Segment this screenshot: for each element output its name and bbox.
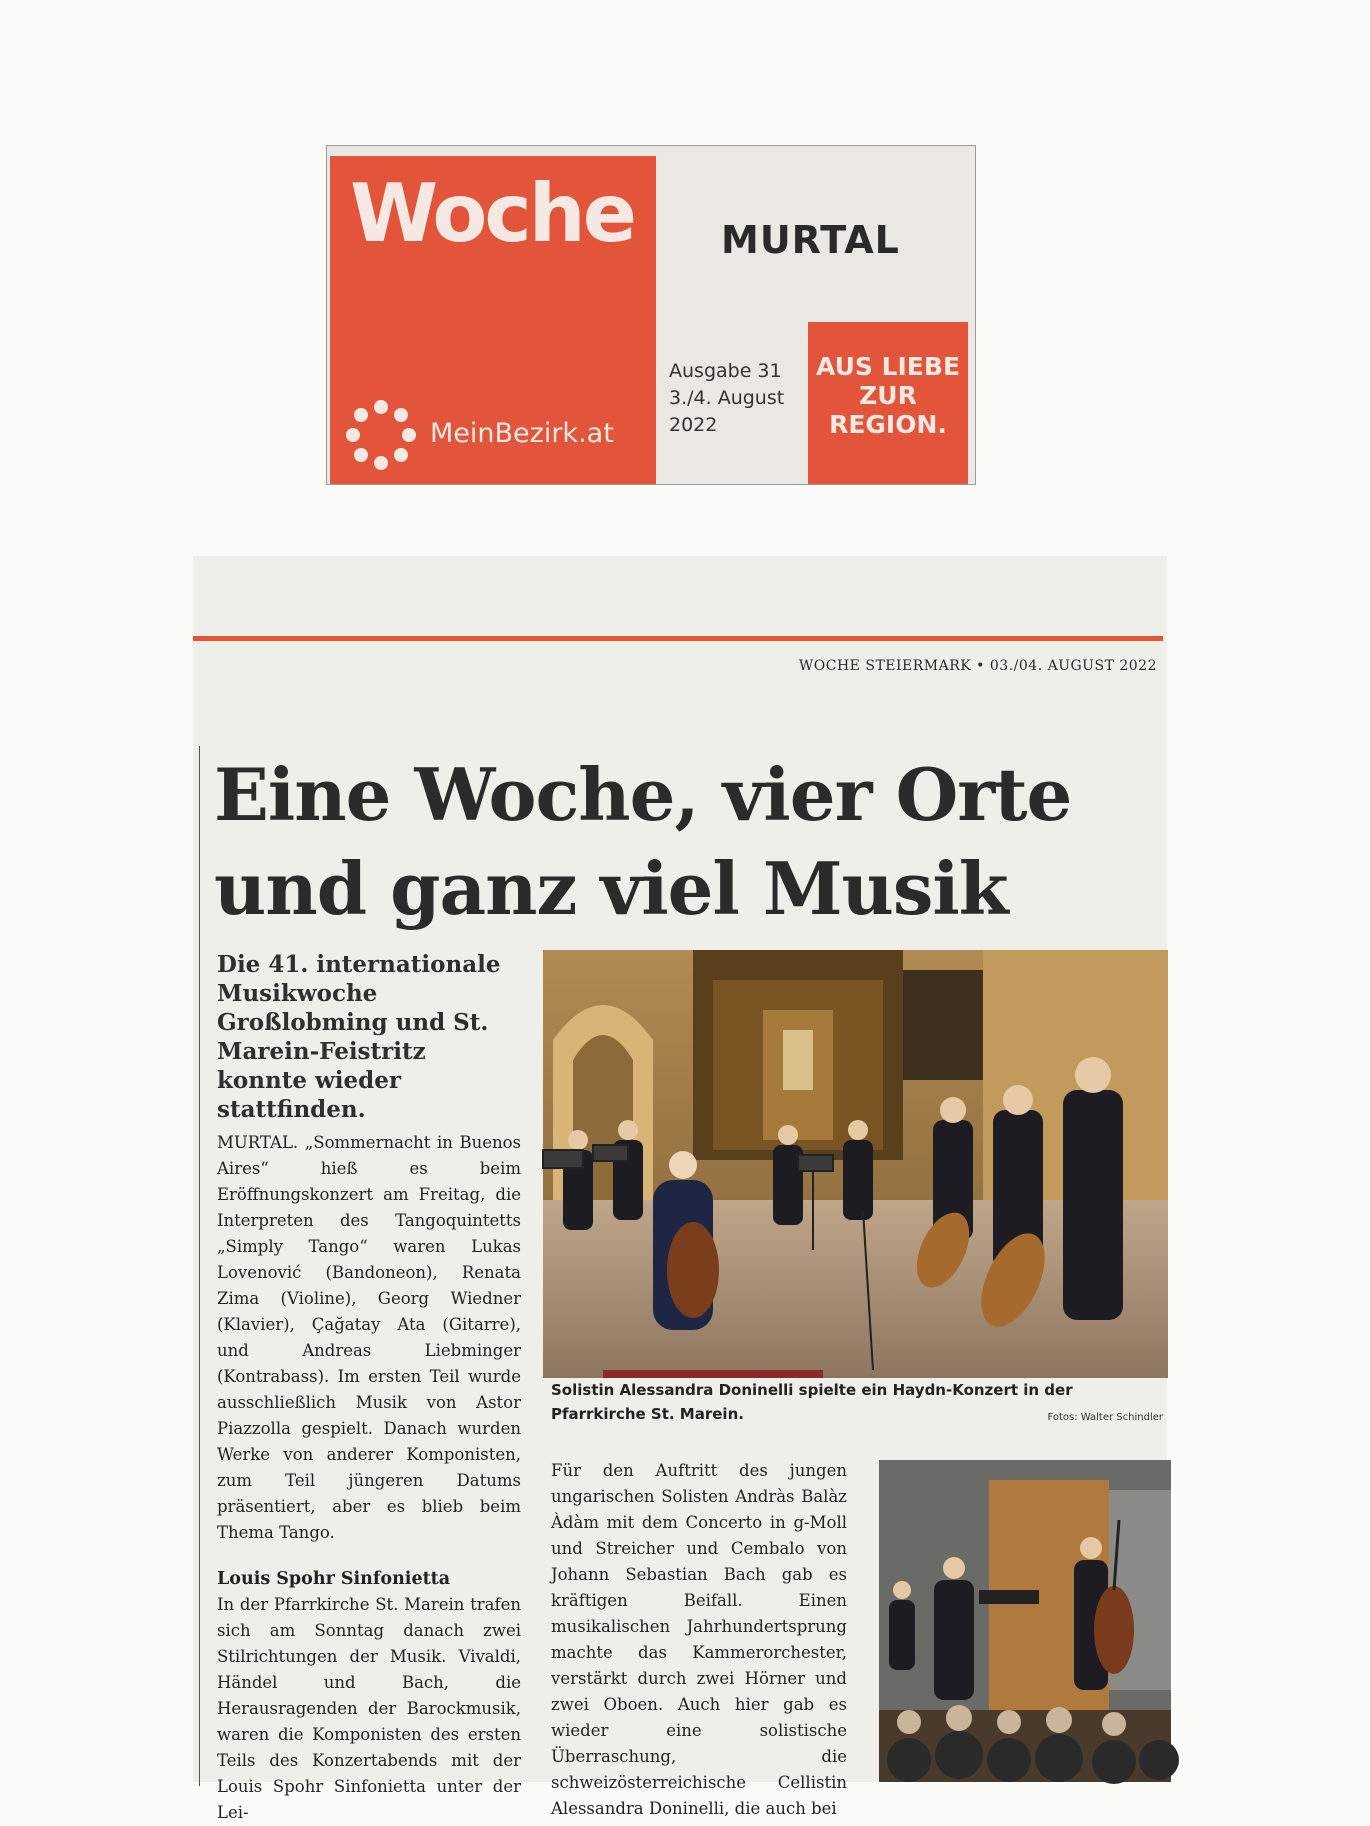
brand-website: MeinBezirk.at (430, 418, 614, 449)
body-paragraph: In der Pfarrkirche St. Marein trafen sich am Sonntag danach zwei Stilrichtungen der Musik. Vivaldi, Händel und Bach, die Herausragenden der Barockmusik, waren die Komponisten des ersten Teils des Konzertabends mit der Louis Spohr Sinfonietta unter der Lei- (217, 1595, 521, 1822)
issue-number: Ausgabe 31 (669, 360, 782, 382)
masthead-clipping (326, 145, 976, 485)
slogan-line-3: REGION. (829, 410, 947, 439)
article-clipping (193, 556, 1167, 1822)
issue-year: 2022 (669, 414, 718, 436)
slogan-block (808, 322, 968, 484)
concert-photo-stage (879, 1460, 1171, 1782)
body-column-2 (551, 1458, 847, 1822)
subheading: Louis Spohr Sinfonietta (217, 1569, 451, 1589)
concert-photo-church (543, 950, 1168, 1378)
top-red-rule (193, 636, 1163, 641)
brand-title: Woche (350, 167, 634, 260)
photo-credit: Fotos: Walter Schindler (1047, 1412, 1163, 1423)
headline (214, 748, 1154, 936)
body-paragraph: Für den Auftritt des jungen ungarischen Solisten Andràs Balàz Àdàm mit dem Concerto in g-Moll und Streicher und Cembalo von Johann Sebastian Bach gab es kräftigen Beifall. Einen musikalischen Jahrhundertsprung machte das Kammerorchester, verstärkt durch zwei Hörner und zwei Oboen. Auch hier gab es wieder eine solistische Überraschung, die schweizösterreichische Cellistin Alessandra Doninelli, die auch bei (551, 1461, 847, 1818)
left-column-rule (199, 746, 200, 1786)
body-column-1 (217, 1130, 521, 1826)
lead-paragraph: Die 41. internationale Musikwoche Großlobming und St. Marein-Feistritz konnte wieder stattfinden. (217, 951, 501, 1123)
slogan-line-1: AUS LIEBE (815, 352, 961, 381)
headline-line-1: Eine Woche, vier Orte (214, 752, 1072, 837)
sun-logo-icon (344, 398, 418, 472)
region-name: MURTAL (721, 218, 900, 262)
headline-line-2: und ganz viel Musik (214, 846, 1008, 931)
issue-info (669, 358, 784, 439)
photo-caption: Solistin Alessandra Doninelli spielte ein Haydn-Konzert in der Pfarrkirche St. Marein. (551, 1381, 1073, 1423)
brand-block (330, 156, 656, 484)
body-paragraph: MURTAL. „Sommernacht in Buenos Aires“ hieß es beim Eröffnungskonzert am Freitag, die Interpreten des Tangoquintetts „Simply Tango“ waren Lukas Lovenović (Bandoneon), Renata Zima (Violine), Georg Wiedner (Klavier), Çağatay Ata (Gitarre), und Andreas Liebminger (Kontrabass). Im ersten Teil wurde ausschließlich Musik von Astor Piazzolla gespielt. Danach wurden Werke von anderer Komponisten, zum Teil jüngeren Datums präsentiert, aber es blieb beim Thema Tango. (217, 1133, 521, 1542)
slogan-line-2: ZUR (859, 381, 917, 410)
issue-date: 3./4. August (669, 387, 785, 409)
dateline: WOCHE STEIERMARK • 03./04. AUGUST 2022 (798, 658, 1157, 674)
